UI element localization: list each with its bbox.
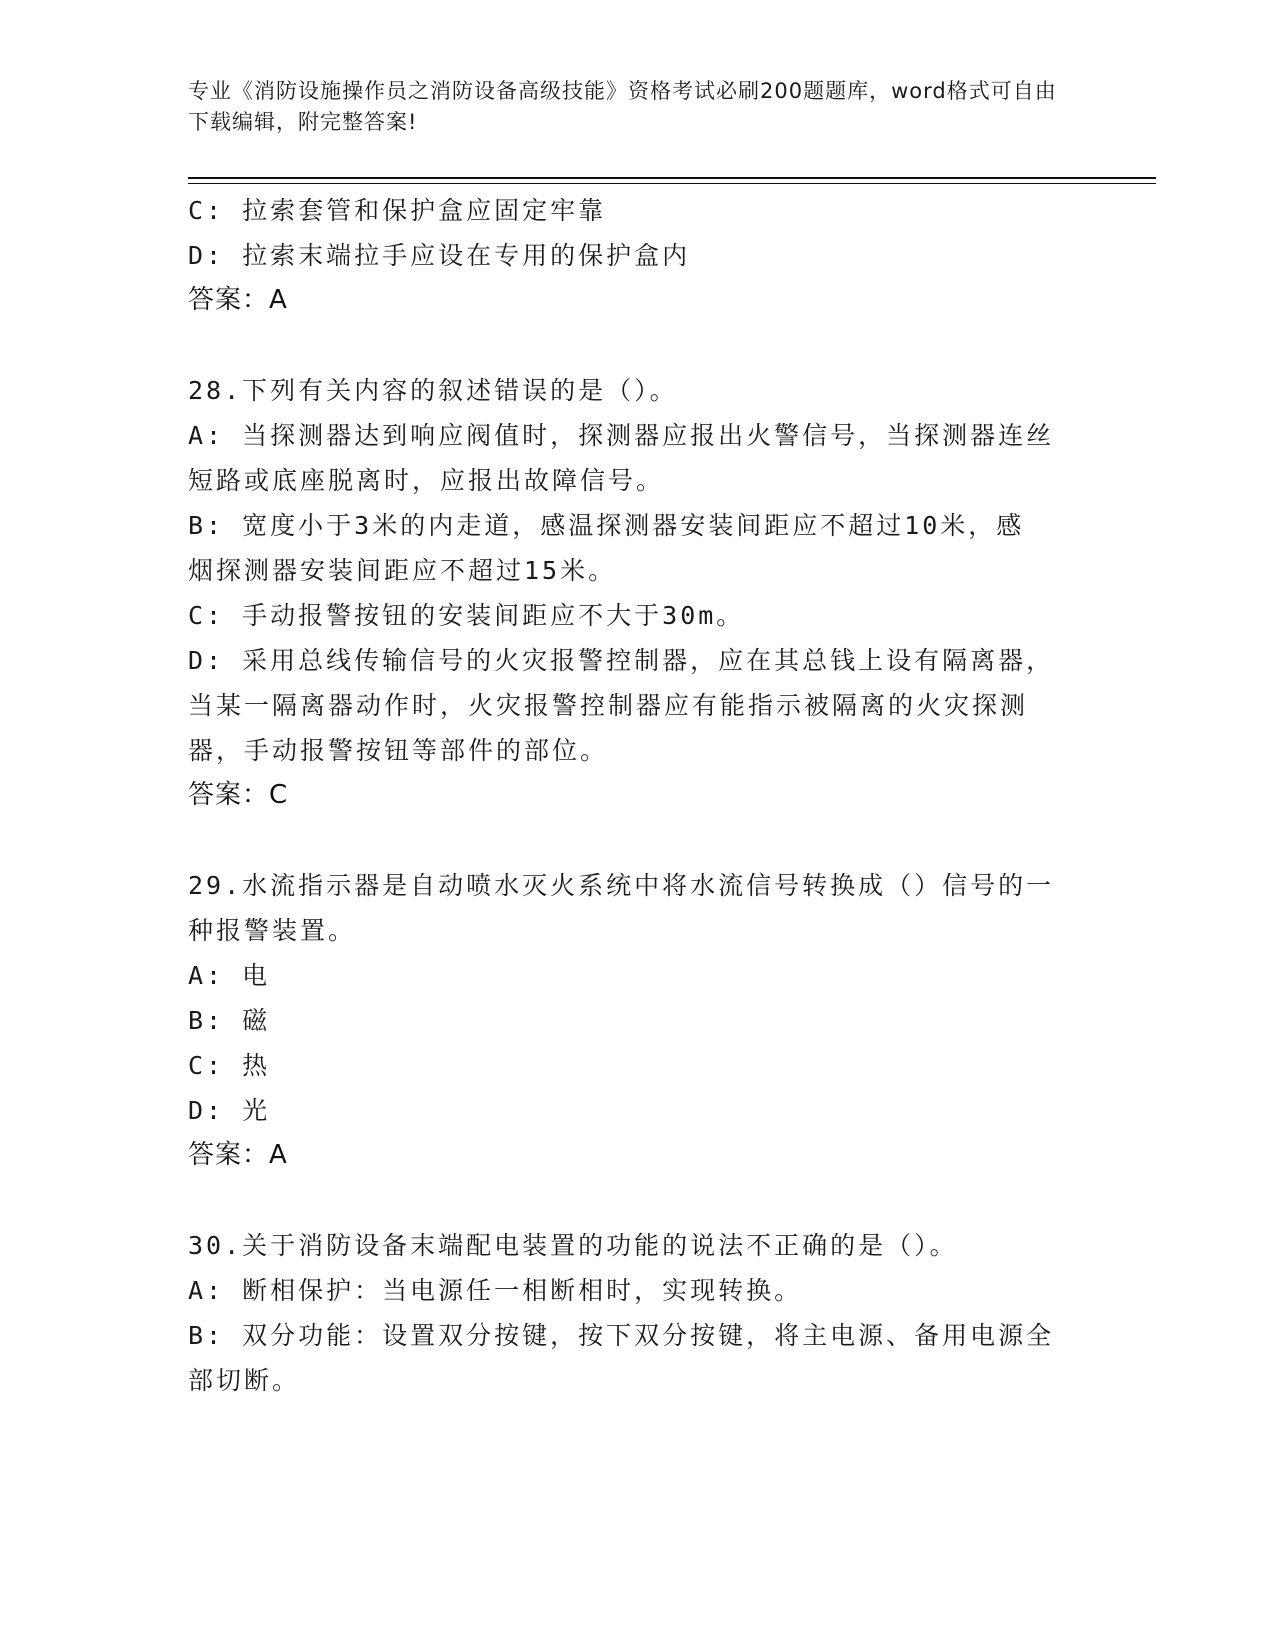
header-rule-thin bbox=[188, 183, 1156, 184]
q28-option-d-line3: 器，手动报警按钮等部件的部位。 bbox=[188, 736, 609, 765]
q30-option-b-line1: B: 双分功能：设置双分按键，按下双分按键，将主电源、备用电源全 bbox=[188, 1321, 1055, 1350]
q30-option-b-line2: 部切断。 bbox=[188, 1366, 301, 1395]
q28-answer: 答案：C bbox=[188, 780, 289, 810]
q28-option-d-line1: D: 采用总线传输信号的火灾报警控制器，应在其总钱上设有隔离器， bbox=[188, 646, 1055, 675]
q29-option-d: D: 光 bbox=[188, 1096, 271, 1125]
q29-stem-line2: 种报警装置。 bbox=[188, 916, 357, 945]
q28-option-a-line1: A: 当探测器达到响应阀值时，探测器应报出火警信号，当探测器连丝 bbox=[188, 421, 1055, 450]
q29-stem-line1: 29.水流指示器是自动喷水灭火系统中将水流信号转换成（）信号的一 bbox=[188, 871, 1055, 900]
document-header: 专业《消防设施操作员之消防设备高级技能》资格考试必刷200题题库，word格式可自由下载编辑，附完整答案! bbox=[188, 79, 1057, 134]
spacer bbox=[188, 1178, 1088, 1223]
q28-option-b-line1: B: 宽度小于3米的内走道，感温探测器安装间距应不超过10米，感 bbox=[188, 511, 1025, 540]
q28-stem: 28.下列有关内容的叙述错误的是（）。 bbox=[188, 376, 678, 405]
spacer bbox=[188, 818, 1088, 863]
q28-option-a-line2: 短路或底座脱离时，应报出故障信号。 bbox=[188, 466, 665, 495]
q29-option-a: A: 电 bbox=[188, 961, 271, 990]
header-rule-thick bbox=[188, 177, 1156, 179]
q30-option-a: A: 断相保护：当电源任一相断相时，实现转换。 bbox=[188, 1276, 803, 1305]
q29-option-b: B: 磁 bbox=[188, 1006, 271, 1035]
q27-answer: 答案：A bbox=[188, 285, 288, 315]
q29-option-c: C: 热 bbox=[188, 1051, 271, 1080]
q30-stem: 30.关于消防设备末端配电装置的功能的说法不正确的是（）。 bbox=[188, 1231, 958, 1260]
q28-option-d-line2: 当某一隔离器动作时，火灾报警控制器应有能指示被隔离的火灾探测 bbox=[188, 691, 1029, 720]
spacer bbox=[188, 323, 1088, 368]
q27-option-c: C: 拉索套管和保护盒应固定牢靠 bbox=[188, 196, 607, 225]
question-content bbox=[188, 188, 1088, 1403]
q29-answer: 答案：A bbox=[188, 1140, 288, 1170]
q28-option-b-line2: 烟探测器安装间距应不超过15米。 bbox=[188, 556, 617, 585]
q27-option-d: D: 拉索末端拉手应设在专用的保护盒内 bbox=[188, 241, 691, 270]
q28-option-c: C: 手动报警按钮的安装间距应不大于30m。 bbox=[188, 601, 745, 630]
